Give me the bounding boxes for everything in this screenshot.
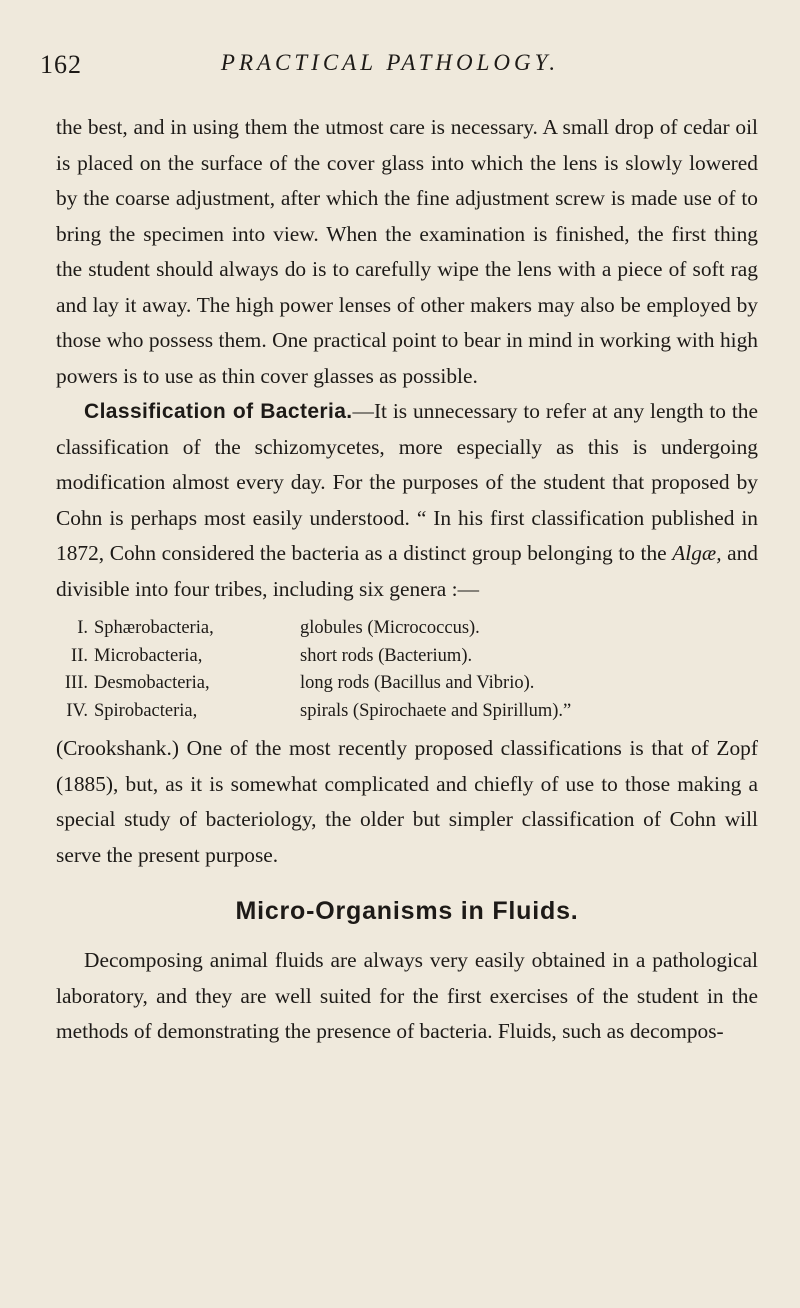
page-number: 162 bbox=[40, 50, 82, 79]
classification-text-b: and divisible into four tribes, including six genera :— bbox=[56, 541, 758, 601]
genus-description: short rods (Bacterium). bbox=[300, 645, 473, 666]
classification-italic-algae: Algæ, bbox=[672, 541, 722, 565]
genus-row bbox=[56, 615, 758, 643]
page-body bbox=[56, 110, 758, 1050]
genus-name: Desmobacteria, bbox=[94, 673, 210, 693]
genus-description: long rods (Bacillus and Vibrio). bbox=[300, 673, 535, 693]
classification-heading: Classification of Bacteria. bbox=[84, 400, 353, 423]
genus-numeral: I. bbox=[77, 618, 88, 638]
section-title-fluids: Micro-Organisms in Fluids. bbox=[235, 897, 579, 925]
genus-description: globules (Micrococcus). bbox=[300, 618, 480, 638]
genus-numeral: II. bbox=[71, 645, 88, 666]
genus-row bbox=[56, 670, 758, 698]
genus-name: Spirobacteria, bbox=[94, 700, 198, 721]
genus-row bbox=[56, 698, 758, 726]
genus-name: Sphærobacteria, bbox=[94, 618, 214, 638]
genus-description: spirals (Spirochaete and Spirillum).” bbox=[300, 700, 572, 721]
running-head: PRACTICAL PATHOLOGY. bbox=[220, 50, 560, 75]
paragraph-microscope-care: the best, and in using them the utmost care is necessary. A small drop of cedar oil is placed on the surface of the cover glass into which the lens is slowly lowered by the coarse adjustment, after which the fine adjustment screw is made use of to bring the specimen into view. When the examination is finished, the first thing the student should always do is to carefully wipe the lens with a piece of soft rag and lay it away. The high power lenses of other makers may also be employed by those who possess them. One practical point to bear in mind in working with high powers is to use as thin cover glasses as possible. bbox=[56, 115, 758, 388]
genera-list bbox=[56, 615, 758, 725]
page-header bbox=[40, 50, 740, 90]
paragraph-zopf: (Crookshank.) One of the most recently proposed classifications is that of Zopf (1885), but, as it is somewhat complicated and chiefly of use to those making a special study of bacteriology, the older but simpler classification of Cohn will serve the present purpose. bbox=[56, 736, 758, 867]
paragraph-classification bbox=[56, 394, 758, 607]
paragraph-decomposing-fluids: Decomposing animal fluids are always very easily obtained in a pathological laboratory, and they are well suited for the first exercises of the student in the methods of demonstrating the presence of bacteria. Fluids, such as decompos- bbox=[56, 948, 758, 1043]
classification-text-a: —It is unnecessary to refer at any length to the classification of the schizomycetes, more especially as this is undergoing modification almost every day. For the purposes of the student that proposed by Cohn is perhaps most easily understood. “ In his first classification published in 1872, Cohn considered the bacteria as a distinct group belonging to the bbox=[56, 399, 758, 565]
genus-name: Microbacteria, bbox=[94, 645, 203, 666]
genus-numeral: IV. bbox=[66, 700, 88, 721]
genus-row bbox=[56, 643, 758, 671]
genus-numeral: III. bbox=[64, 673, 88, 693]
